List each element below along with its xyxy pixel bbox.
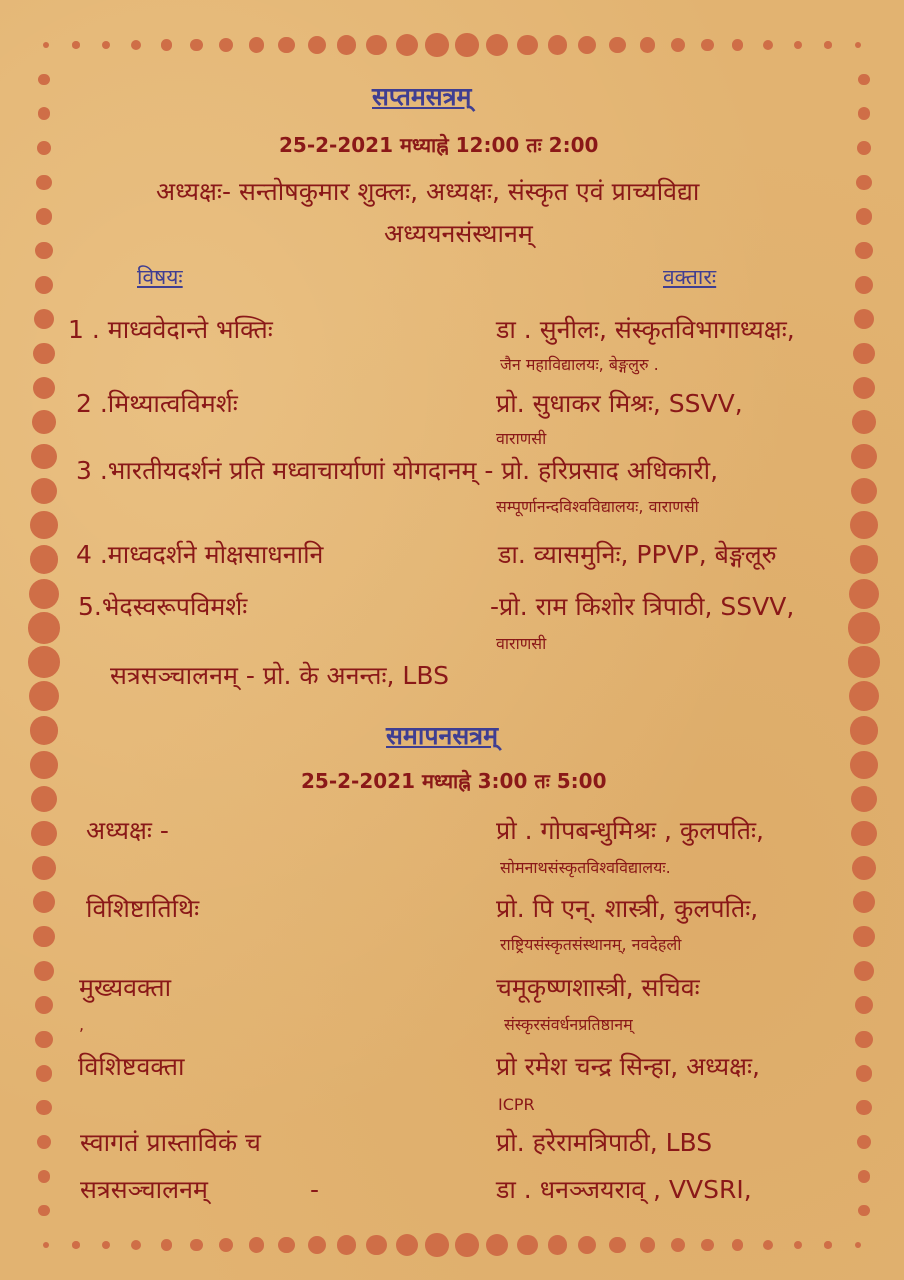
- border-dot: [308, 1236, 326, 1254]
- border-dot: [851, 444, 876, 469]
- border-dot: [578, 1236, 596, 1254]
- speaker-5: -प्रो. राम किशोर त्रिपाठी, SSVV,: [490, 592, 795, 621]
- border-dot: [31, 444, 56, 469]
- border-dot: [857, 141, 871, 155]
- closing-title: समापनसत्रम्: [386, 721, 499, 750]
- column-subject-label: विषयः: [137, 265, 183, 289]
- affil-2: वाराणसी: [496, 429, 547, 448]
- border-dot: [29, 681, 59, 711]
- border-dot: [850, 545, 879, 574]
- border-dot: [396, 34, 418, 56]
- border-dot: [640, 1237, 655, 1252]
- border-dot: [72, 1241, 79, 1248]
- border-dot: [732, 1239, 743, 1250]
- border-dot: [278, 37, 295, 54]
- session7-title: सप्तमसत्रम्: [372, 82, 472, 111]
- border-dot: [701, 39, 714, 52]
- border-dot: [72, 41, 79, 48]
- border-dot: [337, 1235, 356, 1254]
- role-affil-1: सोमनाथसंस्कृतविश्वविद्यालयः.: [500, 858, 671, 877]
- border-dot: [190, 1239, 203, 1252]
- border-dot: [35, 242, 53, 260]
- border-dot: [32, 856, 56, 880]
- border-dot: [609, 1237, 626, 1254]
- border-dot: [337, 35, 356, 54]
- border-dot: [855, 1242, 861, 1248]
- topic-2: 2 .मिथ्यात्वविमर्शः: [76, 389, 238, 418]
- border-dot: [701, 1239, 714, 1252]
- border-dot: [732, 39, 743, 50]
- session7-chair-line2: अध्ययनसंस्थानम्: [384, 219, 533, 248]
- border-dot: [851, 786, 877, 812]
- border-dot: [851, 478, 877, 504]
- border-dot: [37, 1135, 51, 1149]
- name-3: चमूकृष्णशास्त्री, सचिवः: [496, 973, 700, 1002]
- border-dot: [36, 175, 51, 190]
- border-dot: [455, 33, 478, 56]
- border-dot: [425, 1233, 448, 1256]
- border-dot: [578, 36, 596, 54]
- border-dot: [38, 1205, 49, 1216]
- border-dot: [366, 1235, 387, 1256]
- border-dot: [102, 1241, 111, 1250]
- border-dot: [853, 891, 876, 914]
- name-4: प्रो रमेश चन्द्र सिन्हा, अध्यक्षः,: [496, 1052, 761, 1081]
- border-dot: [548, 1235, 567, 1254]
- topic-1: 1 . माध्ववेदान्ते भक्तिः: [68, 315, 273, 344]
- border-dot: [855, 276, 874, 295]
- border-dot: [36, 208, 52, 224]
- border-dot: [30, 716, 59, 745]
- border-dot: [249, 37, 264, 52]
- name-1: प्रो . गोपबन्धुमिश्रः , कुलपतिः,: [496, 816, 764, 845]
- border-dot: [853, 343, 874, 364]
- border-dot: [31, 478, 57, 504]
- border-dot: [32, 410, 56, 434]
- border-dot: [161, 1239, 172, 1250]
- border-dot: [35, 996, 54, 1015]
- border-dot: [671, 1238, 685, 1252]
- border-dot: [425, 33, 448, 56]
- border-dot: [763, 40, 773, 50]
- border-dot: [29, 579, 59, 609]
- border-dot: [455, 1233, 478, 1256]
- topic-4: 4 .माध्वदर्शने मोक्षसाधनानि: [76, 540, 324, 569]
- column-speaker-label: वक्तारः: [663, 265, 717, 289]
- border-dot: [858, 1170, 871, 1183]
- topic-3: 3 .भारतीयदर्शनं प्रति मध्वाचार्याणां योगदानम् - प्रो. हरिप्रसाद अधिकारी,: [76, 456, 719, 485]
- border-dot: [35, 276, 54, 295]
- border-dot: [31, 786, 57, 812]
- name-6: डा . धनञ्जयराव् , VVSRI,: [496, 1175, 752, 1204]
- border-dot: [856, 1065, 872, 1081]
- closing-date: 25-2-2021 मध्याह्ने 3:00 तः 5:00: [301, 769, 607, 793]
- border-dot: [396, 1234, 418, 1256]
- session7-chair-line1: अध्यक्षः- सन्तोषकुमार शुक्लः, अध्यक्षः, संस्कृत एवं प्राच्यविद्या: [156, 177, 700, 206]
- role-6: सत्रसञ्चालनम्: [80, 1175, 208, 1204]
- border-dot: [249, 1237, 264, 1252]
- role-affil-3: संस्कृरसंवर्धनप्रतिष्ठानम्: [504, 1015, 633, 1034]
- border-dot: [102, 41, 111, 50]
- border-dot: [517, 1235, 538, 1256]
- border-dot: [671, 38, 685, 52]
- border-dot: [30, 545, 59, 574]
- border-dot: [852, 856, 876, 880]
- border-dot: [548, 35, 567, 54]
- border-dot: [30, 751, 58, 779]
- border-dot: [33, 891, 56, 914]
- border-dot: [858, 107, 871, 120]
- border-dot: [849, 681, 879, 711]
- border-dot: [640, 37, 655, 52]
- border-dot: [858, 1205, 869, 1216]
- border-dot: [486, 34, 508, 56]
- border-dot: [308, 36, 326, 54]
- border-dot: [190, 39, 203, 52]
- affil-5: वाराणसी: [496, 634, 547, 653]
- border-dot: [850, 716, 879, 745]
- border-dot: [30, 511, 58, 539]
- border-dot: [131, 40, 141, 50]
- border-dot: [36, 1100, 51, 1115]
- speaker-4: डा. व्यासमुनिः, PPVP, बेङ्गलूरु: [498, 540, 777, 569]
- border-dot: [850, 511, 878, 539]
- border-dot: [851, 821, 876, 846]
- role-affil-2: राष्ट्रियसंस्कृतसंस्थानम्, नवदेहली: [500, 935, 682, 954]
- border-dot: [857, 1135, 871, 1149]
- speaker-2: प्रो. सुधाकर मिश्रः, SSVV,: [496, 389, 743, 418]
- border-dot: [36, 1065, 52, 1081]
- border-dot: [848, 646, 879, 677]
- border-dot: [855, 242, 873, 260]
- affil-1: जैन महाविद्यालयः, बेङ्गलुरु .: [500, 355, 659, 374]
- session7-conductor: सत्रसञ्चालनम् - प्रो. के अनन्तः, LBS: [110, 661, 449, 690]
- border-dot: [219, 1238, 233, 1252]
- border-dot: [38, 107, 51, 120]
- border-dot: [28, 646, 59, 677]
- topic-5: 5.भेदस्वरूपविमर्शः: [78, 592, 248, 621]
- border-dot: [856, 208, 872, 224]
- border-dot: [856, 1100, 871, 1115]
- speaker-1: डा . सुनीलः, संस्कृतविभागाध्यक्षः,: [496, 315, 795, 344]
- role-2: विशिष्टातिथिः: [86, 894, 200, 923]
- border-dot: [854, 309, 874, 329]
- role-4: विशिष्टवक्ता: [78, 1052, 185, 1081]
- border-dot: [849, 579, 879, 609]
- border-dot: [43, 42, 49, 48]
- role-6-dash: -: [310, 1175, 320, 1204]
- border-dot: [33, 926, 54, 947]
- border-dot: [38, 74, 49, 85]
- border-dot: [853, 926, 874, 947]
- border-dot: [824, 41, 831, 48]
- border-dot: [38, 1170, 51, 1183]
- border-dot: [853, 377, 876, 400]
- border-dot: [858, 74, 869, 85]
- border-dot: [850, 751, 878, 779]
- border-dot: [34, 961, 54, 981]
- border-dot: [37, 141, 51, 155]
- border-dot: [855, 996, 874, 1015]
- session7-date: 25-2-2021 मध्याह्ने 12:00 तः 2:00: [279, 133, 599, 157]
- border-dot: [855, 1031, 873, 1049]
- border-dot: [517, 35, 538, 56]
- border-dot: [848, 612, 879, 643]
- border-dot: [33, 343, 54, 364]
- border-dot: [794, 41, 803, 50]
- border-dot: [35, 1031, 53, 1049]
- stray-comma: ,: [79, 1015, 85, 1034]
- border-dot: [31, 821, 56, 846]
- role-affil-4: ICPR: [498, 1095, 535, 1114]
- border-dot: [856, 175, 871, 190]
- role-1: अध्यक्षः -: [86, 816, 169, 845]
- border-dot: [278, 1237, 295, 1254]
- border-dot: [763, 1240, 773, 1250]
- border-dot: [33, 377, 56, 400]
- border-dot: [28, 612, 59, 643]
- border-dot: [794, 1241, 803, 1250]
- affil-3: सम्पूर्णानन्दविश्वविद्यालयः, वाराणसी: [496, 497, 699, 516]
- border-dot: [43, 1242, 49, 1248]
- name-5: प्रो. हरेरामत्रिपाठी, LBS: [496, 1128, 713, 1157]
- border-dot: [161, 39, 172, 50]
- border-dot: [366, 35, 387, 56]
- border-dot: [854, 961, 874, 981]
- border-dot: [34, 309, 54, 329]
- role-3: मुख्यवक्ता: [79, 973, 172, 1002]
- border-dot: [824, 1241, 831, 1248]
- border-dot: [219, 38, 233, 52]
- border-dot: [855, 42, 861, 48]
- role-5: स्वागतं प्रास्ताविकं च: [80, 1128, 261, 1157]
- border-dot: [131, 1240, 141, 1250]
- border-dot: [486, 1234, 508, 1256]
- name-2: प्रो. पि एन्. शास्त्री, कुलपतिः,: [496, 894, 759, 923]
- border-dot: [852, 410, 876, 434]
- border-dot: [609, 37, 626, 54]
